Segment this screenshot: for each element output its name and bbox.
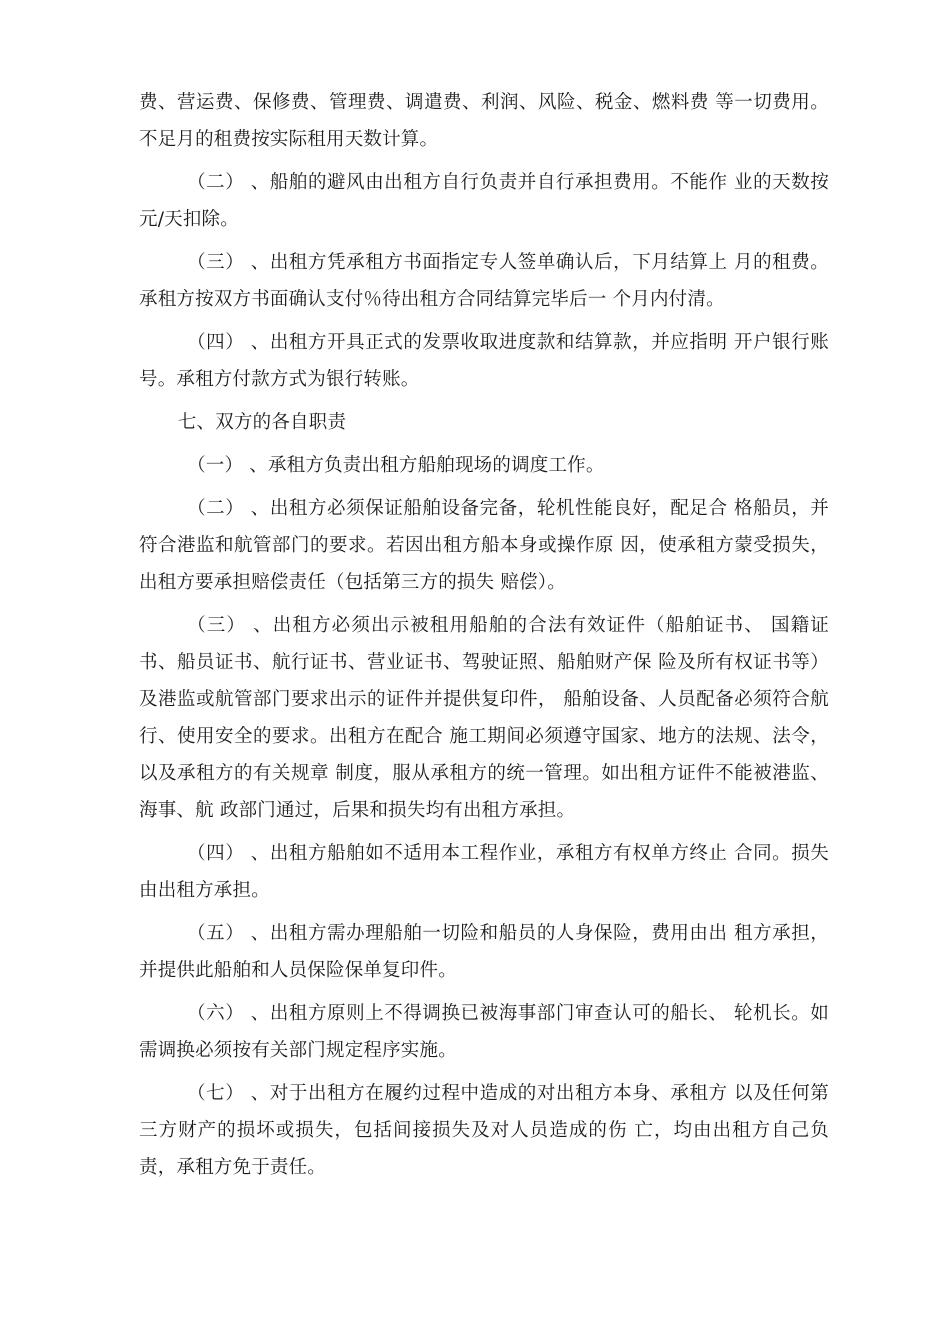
paragraph-captain-replacement: （六） 、出租方原则上不得调换已被海事部门审查认可的船长、 轮机长。如需调换必须按有关部门规定程序实施。: [139, 1003, 829, 1061]
paragraph-termination: （四） 、出租方船舶如不适用本工程作业，承租方有权单方终止 合同。损失由出租方承担。: [139, 843, 829, 901]
paragraph-certificates: （三） 、出租方必须出示被租用船舶的合法有效证件（船舶证书、 国籍证书、船员证书、航行证书、营业证书、驾驶证照、船舶财产保 险及所有权证书等）及港监或航管部门要求出示的证件并提供复印件， 船舶设备、人员配备必须符合航行、使用安全的要求。出租方在配合 施工期间必须遵守国家、地方的法规、法令，以及承租方的有关规章 制度，服从承租方的统一管理。如出租方证件不能被港监、海事、航 政部门通过，后果和损失均有出租方承担。: [139, 615, 829, 821]
paragraph-typhoon-shelter: （二） 、船舶的避风由出租方自行负责并自行承担费用。不能作 业的天数按元/天扣除。: [139, 172, 829, 230]
paragraph-monthly-settlement: （三） 、出租方凭承租方书面指定专人签单确认后，下月结算上 月的租费。承租方按双方书面确认支付％待出租方合同结算完毕后一 个月内付清。: [139, 252, 829, 310]
paragraph-fees-continued: 费、营运费、保修费、管理费、调遣费、利润、风险、税金、燃料费 等一切费用。不足月的租费按实际租用天数计算。: [139, 92, 829, 150]
document-body: [139, 84, 829, 1192]
paragraph-liability: （七） 、对于出租方在履约过程中造成的对出租方本身、承租方 以及任何第三方财产的损坏或损失，包括间接损失及对人员造成的伤 亡，均由出租方自己负责，承租方免于责任。: [139, 1083, 829, 1178]
paragraph-equipment-crew: （二） 、出租方必须保证船舶设备完备，轮机性能良好，配足合 格船员，并符合港监和航管部门的要求。若因出租方船本身或操作原 因，使承租方蒙受损失，出租方要承担赔偿责任（包括第三方的损失 赔偿）。: [139, 498, 829, 593]
section-heading-responsibilities: 七、双方的各自职责: [177, 412, 347, 433]
paragraph-invoice-payment: （四） 、出租方开具正式的发票收取进度款和结算款，并应指明 开户银行账号。承租方付款方式为银行转账。: [139, 332, 829, 390]
paragraph-insurance: （五） 、出租方需办理船舶一切险和船员的人身保险，费用由出 租方承担，并提供此船舶和人员保险保单复印件。: [139, 923, 829, 981]
paragraph-dispatch: （一） 、承租方负责出租方船舶现场的调度工作。: [187, 455, 605, 476]
